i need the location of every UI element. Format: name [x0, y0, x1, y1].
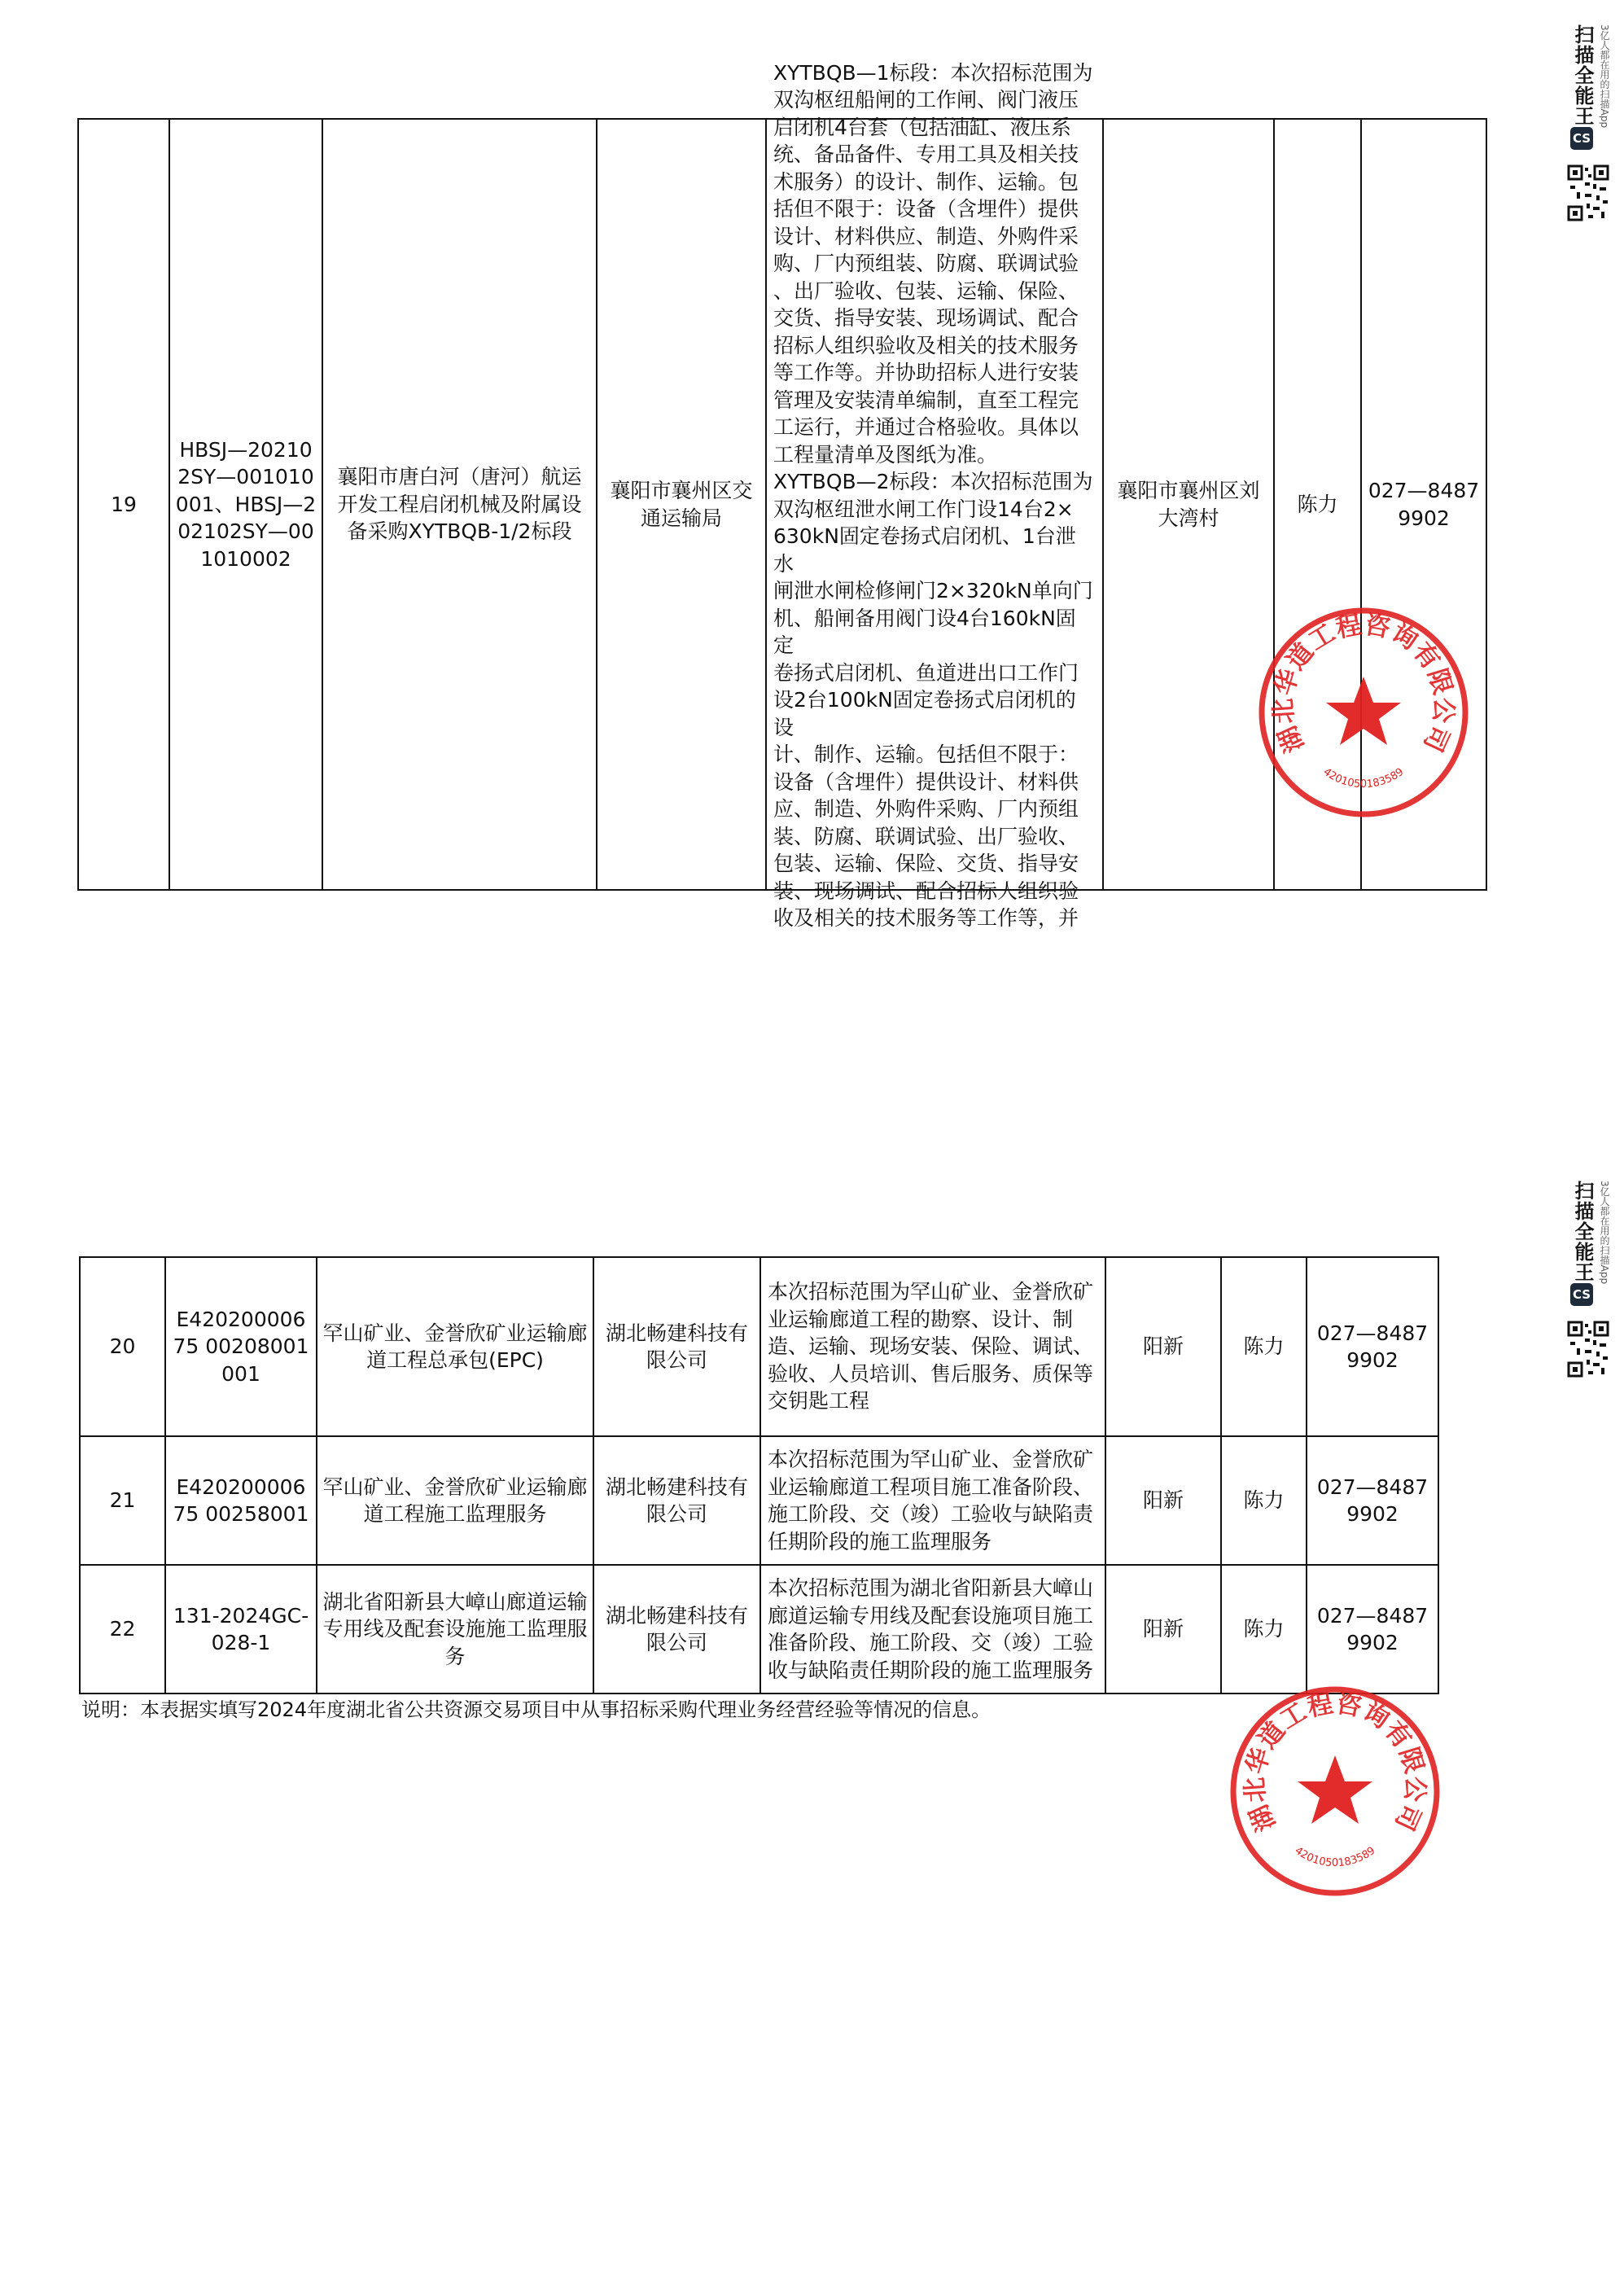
scope-text-line: 统、备品备件、专用工具及相关技: [773, 142, 1079, 166]
owner-unit: 湖北畅建科技有限公司: [593, 1257, 760, 1436]
scope-text-line: XYTBQB—1标段：本次招标范围为: [773, 60, 1093, 85]
scope-text-line: 闸泄水闸检修闸门2×320kN单向门: [773, 579, 1093, 602]
scope-text-line: 卷扬式启闭机、鱼道进出口工作门: [773, 660, 1079, 685]
scanner-brand: 扫描全能王: [1571, 1181, 1594, 1282]
scope-cell: 本次招标范围为湖北省阳新县大嶂山廊道运输专用线及配套设施项目施工准备阶段、施工阶段、交（竣）工验收与缺陷责任期阶段的施工监理服务: [760, 1565, 1105, 1694]
scope-text-line: 管理及安装清单编制，直至工程完: [773, 388, 1079, 412]
scope-text-line: 括但不限于：设备（含埋件）提供: [773, 197, 1079, 221]
scope-cell: 本次招标范围为罕山矿业、金誉欣矿业运输廊道工程项目施工准备阶段、施工阶段、交（竣）工验收与缺陷责任期阶段的施工监理服务: [760, 1436, 1105, 1565]
scope-text-line: 双沟枢纽泄水闸工作门设14台2×: [773, 497, 1074, 521]
row-number: 22: [80, 1565, 165, 1694]
project-name: 襄阳市唐白河（唐河）航运开发工程启闭机械及附属设备采购XYTBQB-1/2标段: [322, 119, 597, 890]
scanner-slogan: 3亿人都在用的扫描App: [1599, 1181, 1610, 1285]
project-code: HBSJ—202102SY—001010001、HBSJ—202102SY—001010002: [169, 119, 322, 890]
cs-logo-icon: CS: [1570, 1283, 1593, 1306]
project-location: 襄阳市襄州区刘大湾村: [1103, 119, 1274, 890]
bid-table-page2: [79, 1256, 1439, 1694]
scope-cell: 本次招标范围为罕山矿业、金誉欣矿业运输廊道工程的勘察、设计、制造、运输、现场安装、保险、调试、验收、人员培训、售后服务、质保等交钥匙工程: [760, 1257, 1105, 1436]
table-row: [80, 1436, 1438, 1565]
scope-text-line: 工运行，并通过合格验收。具体以: [773, 415, 1079, 439]
project-location: 阳新: [1105, 1257, 1221, 1436]
scope-text-line: 装、防腐、联调试验、出厂验收、: [773, 824, 1079, 848]
cs-logo-icon: CS: [1570, 127, 1593, 150]
scope-text-line: 收及相关的技术服务等工作等，并: [773, 906, 1079, 930]
project-name: 湖北省阳新县大嶂山廊道运输专用线及配套设施施工监理服务: [317, 1565, 593, 1694]
owner-unit: 襄阳市襄州区交通运输局: [597, 119, 766, 890]
scope-text-line: 术服务）的设计、制作、运输。包: [773, 169, 1079, 194]
scope-text-line: XYTBQB—2标段：本次招标范围为: [773, 470, 1093, 493]
table-row: [80, 1257, 1438, 1436]
scope-text-line: 工程量清单及图纸为准。: [773, 442, 998, 467]
owner-unit: 湖北畅建科技有限公司: [593, 1436, 760, 1565]
company-seal-stamp: [1221, 1677, 1449, 1905]
project-name: 罕山矿业、金誉欣矿业运输廊道工程总承包(EPC): [317, 1257, 593, 1436]
scope-text-line: 设备（含埋件）提供设计、材料供: [773, 769, 1079, 794]
scope-text-line: 交货、指导安装、现场调试、配合: [773, 306, 1079, 330]
scope-text-line: 计、制作、运输。包括但不限于：: [773, 743, 1079, 766]
contact-person: 陈力: [1221, 1565, 1307, 1694]
scope-text-line: 、出厂验收、包装、运输、保险、: [773, 278, 1079, 303]
project-location: 阳新: [1105, 1436, 1221, 1565]
qr-code-icon: [1567, 164, 1609, 221]
scope-text-line: 装、现场调试、配合招标人组织验: [773, 879, 1079, 903]
scanner-slogan: 3亿人都在用的扫描App: [1599, 24, 1610, 129]
scope-cell: [766, 60, 1103, 930]
scanner-brand: 扫描全能王: [1571, 24, 1594, 126]
row-number: 21: [80, 1436, 165, 1565]
qr-code-icon: [1567, 1321, 1609, 1378]
scope-text-line: 应、制造、外购件采购、厂内预组: [773, 797, 1079, 821]
project-code: E42020000675 00208001001: [165, 1257, 317, 1436]
contact-phone: 027—84879902: [1307, 1257, 1438, 1436]
project-code: E42020000675 00258001: [165, 1436, 317, 1565]
scanner-app-badge: [1567, 1181, 1616, 1425]
contact-phone: 027—84879902: [1307, 1436, 1438, 1565]
contact-phone: 027—84879902: [1307, 1565, 1438, 1694]
scanner-app-badge: [1567, 24, 1616, 269]
scope-text-line: 设2台100kN固定卷扬式启闭机的设: [773, 688, 1076, 739]
row-number: 20: [80, 1257, 165, 1436]
company-seal-stamp: [1250, 598, 1477, 826]
contact-phone: 027—84879902: [1361, 119, 1486, 890]
project-code: 131-2024GC-028-1: [165, 1565, 317, 1694]
contact-person: 陈力: [1221, 1257, 1307, 1436]
table-footnote: 说明：本表据实填写2024年度湖北省公共资源交易项目中从事招标采购代理业务经营经验等情况的信息。: [81, 1698, 991, 1721]
contact-person: 陈力: [1221, 1436, 1307, 1565]
svg-text:湖北华道工程咨询有限公司: 湖北华道工程咨询有限公司: [1268, 610, 1459, 757]
scope-text-line: 购、厂内预组装、防腐、联调试验: [773, 252, 1079, 275]
scope-text-line: 等工作等。并协助招标人进行安装: [773, 361, 1079, 384]
scope-text-line: 设计、材料供应、制造、外购件采: [773, 224, 1079, 248]
scope-text-line: 630kN固定卷扬式启闭机、1台泄水: [773, 524, 1076, 576]
svg-text:4201050183589: 4201050183589: [1292, 1844, 1378, 1870]
scope-text-line: 机、船闸备用阀门设4台160kN固定: [773, 606, 1076, 657]
svg-text:湖北华道工程咨询有限公司: 湖北华道工程咨询有限公司: [1240, 1689, 1430, 1836]
scope-text-line: 双沟枢纽船闸的工作闸、阀门液压: [773, 88, 1079, 112]
scope-text-line: 招标人组织验收及相关的技术服务: [773, 333, 1079, 357]
scope-text-line: 启闭机4台套（包括油缸、液压系: [773, 115, 1071, 139]
svg-text:4201050183589: 4201050183589: [1320, 765, 1407, 791]
project-name: 罕山矿业、金誉欣矿业运输廊道工程施工监理服务: [317, 1436, 593, 1565]
scope-text-line: 包装、运输、保险、交货、指导安: [773, 852, 1079, 875]
owner-unit: 湖北畅建科技有限公司: [593, 1565, 760, 1694]
row-number: 19: [78, 119, 169, 890]
table-row: [80, 1565, 1438, 1694]
contact-person: 陈力: [1274, 119, 1361, 890]
project-location: 阳新: [1105, 1565, 1221, 1694]
